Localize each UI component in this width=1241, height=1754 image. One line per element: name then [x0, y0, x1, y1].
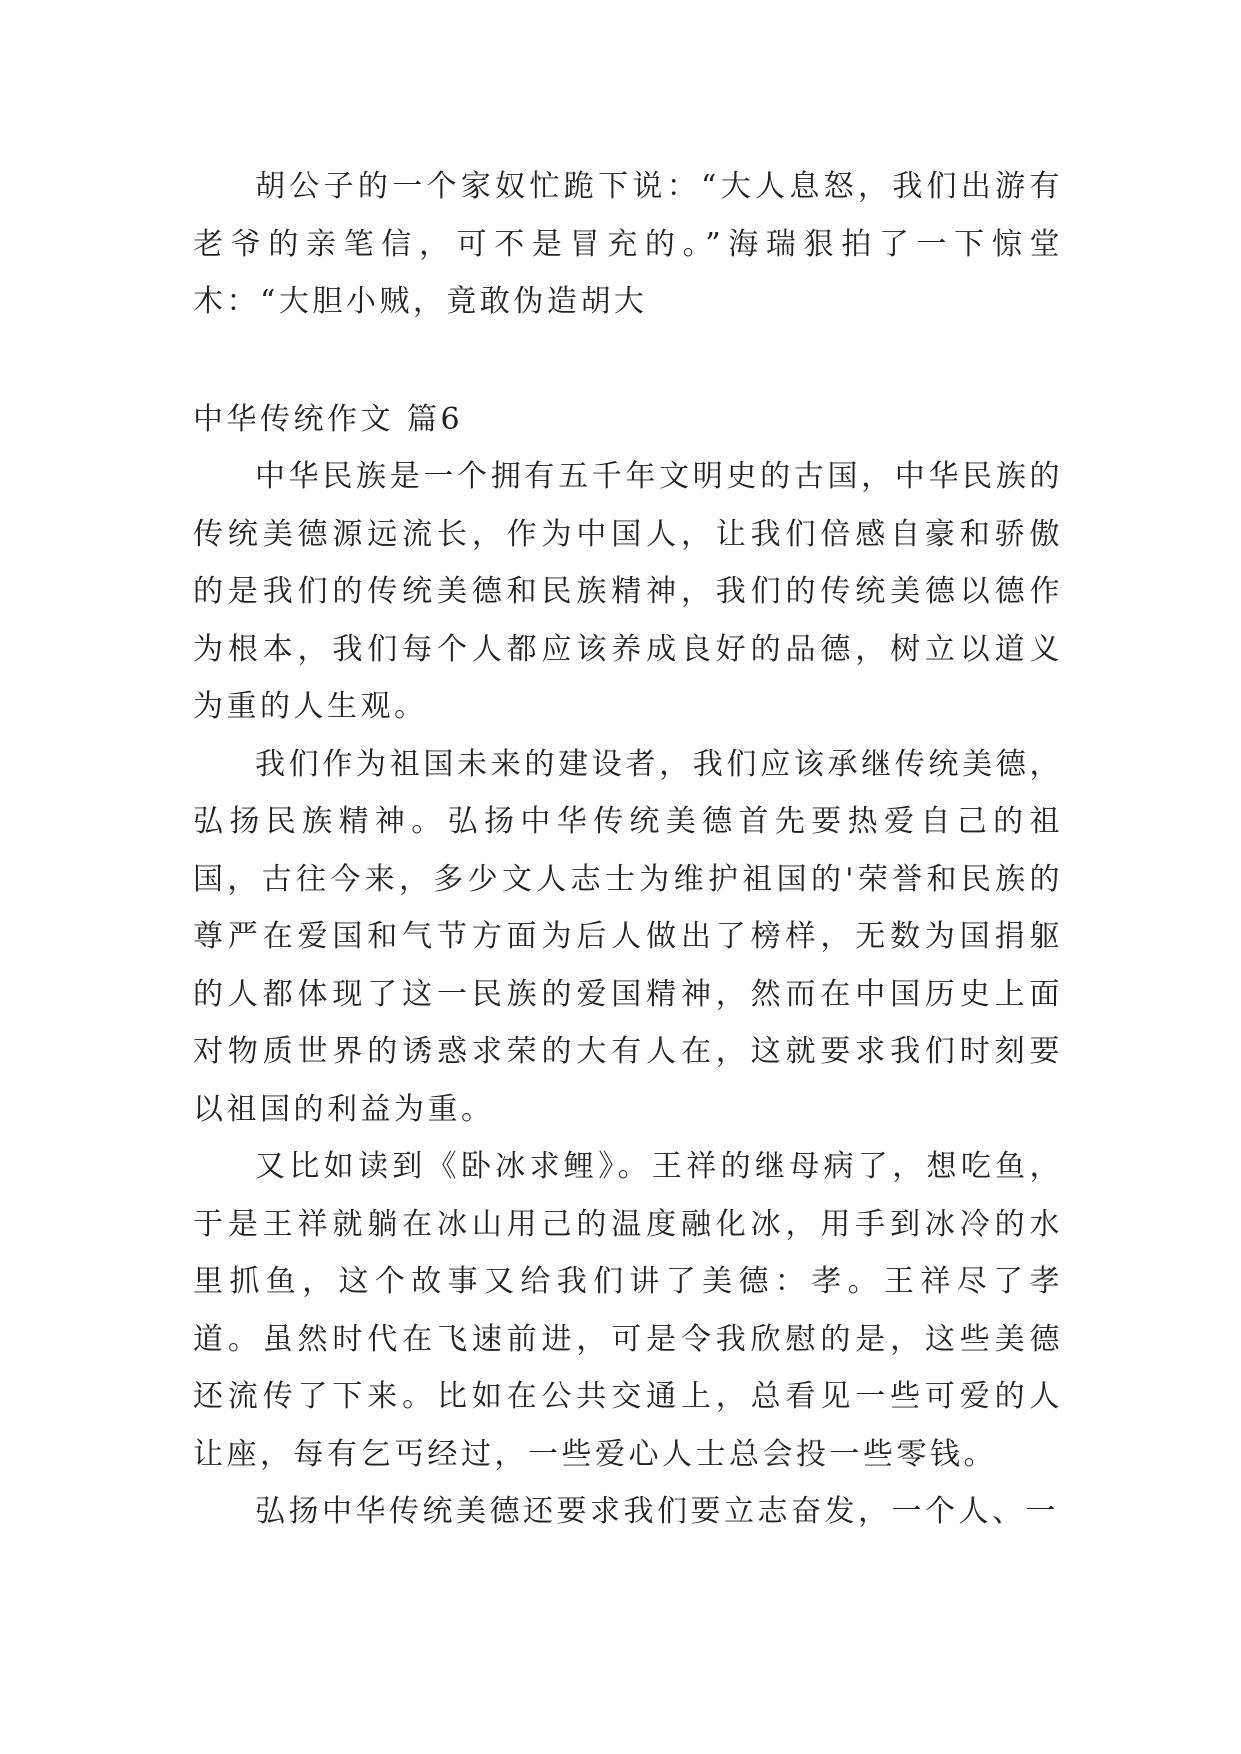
document-page	[193, 158, 1063, 1541]
intro-paragraph: 胡公子的一个家奴忙跪下说：“大人息怒，我们出游有老爷的亲笔信，可不是冒充的。”海瑞狠拍了一下惊堂木：“大胆小贼，竟敢伪造胡大	[193, 169, 1063, 319]
section-title: 中华传统作文 篇6	[193, 401, 464, 437]
body-paragraph-3: 又比如读到《卧冰求鲤》。王祥的继母病了，想吃鱼，于是王祥就躺在冰山用己的温度融化冰，用手到冰冷的水里抓鱼，这个故事又给我们讲了美德：孝。王祥尽了孝道。虽然时代在飞速前进，可是令我欣慰的是，这些美德还流传了下来。比如在公共交通上，总看见一些可爱的人让座，每有乞丐经过，一些爱心人士总会投一些零钱。	[193, 1149, 1063, 1472]
body-paragraph-1: 中华民族是一个拥有五千年文明史的古国，中华民族的传统美德源远流长，作为中国人，让我们倍感自豪和骄傲的是我们的传统美德和民族精神，我们的传统美德以德作为根本，我们每个人都应该养成良好的品德，树立以道义为重的人生观。	[193, 459, 1063, 724]
body-paragraph-2: 我们作为祖国未来的建设者，我们应该承继传统美德，弘扬民族精神。弘扬中华传统美德首先要热爱自己的祖国，古往今来，多少文人志士为维护祖国的'荣誉和民族的尊严在爱国和气节方面为后人做出了榜样，无数为国捐躯的人都体现了这一民族的爱国精神，然而在中国历史上面对物质世界的诱惑求荣的大有人在，这就要求我们时刻要以祖国的利益为重。	[193, 746, 1063, 1127]
body-paragraph-4: 弘扬中华传统美德还要求我们要立志奋发，一个人、一	[255, 1494, 1059, 1529]
